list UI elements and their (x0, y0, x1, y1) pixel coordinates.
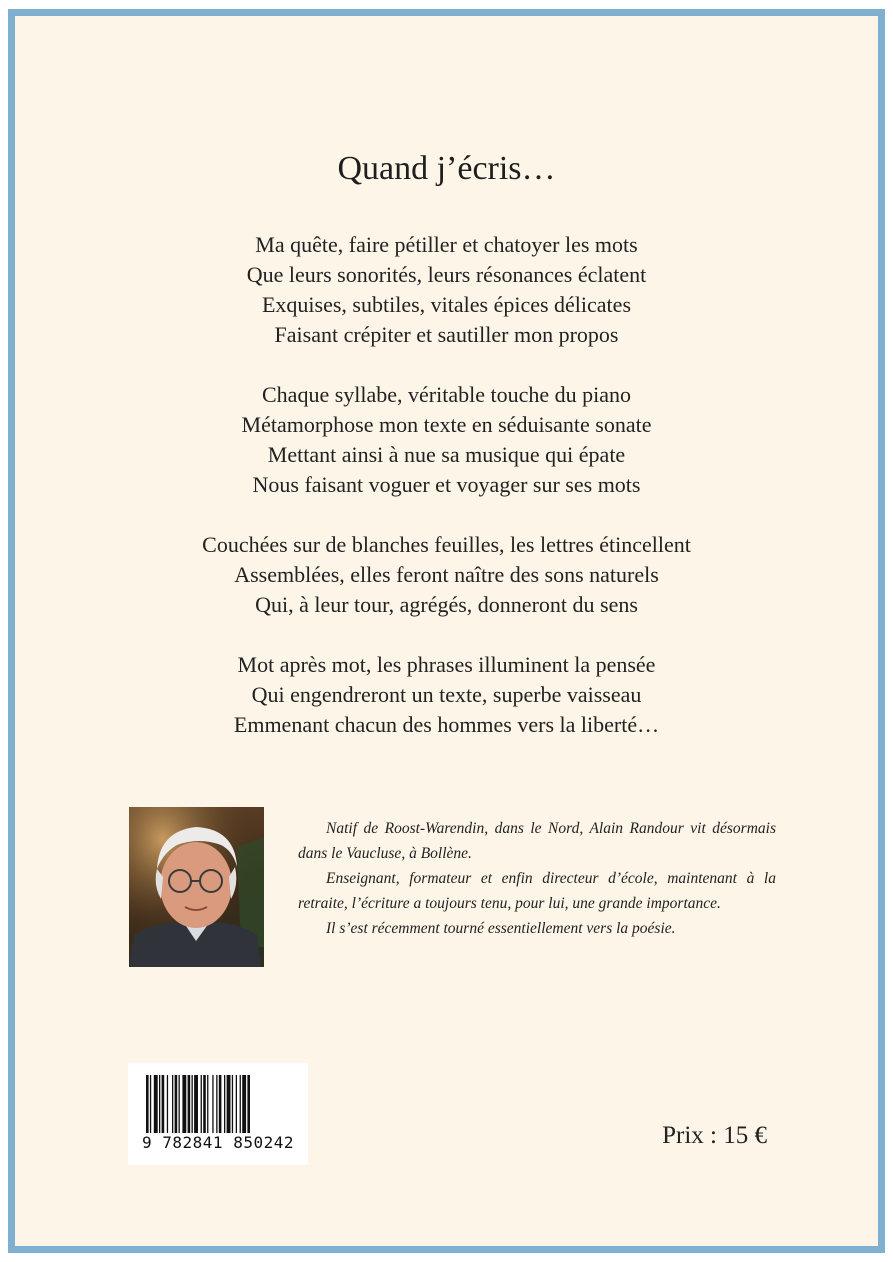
poem-line: Que leurs sonorités, leurs résonances éclatent (246, 262, 647, 287)
stanza (15, 380, 878, 500)
barcode-bar (154, 1075, 158, 1133)
barcode-bar (203, 1075, 206, 1133)
barcode-bar (182, 1075, 186, 1133)
author-portrait-icon (129, 807, 264, 967)
poem-line: Métamorphose mon texte en séduisante sonate (241, 412, 652, 437)
author-photo (129, 807, 264, 967)
poem-line: Exquises, subtiles, vitales épices délicates (261, 292, 631, 317)
bio-paragraph: Natif de Roost-Warendin, dans le Nord, Alain Randour vit désormais dans le Vaucluse, à Bollène. (298, 820, 776, 862)
bio-paragraph: Il s’est récemment tourné essentiellement vers la poésie. (326, 920, 676, 937)
barcode-bar (207, 1075, 208, 1133)
barcode-bar (240, 1075, 241, 1133)
stanza (15, 530, 878, 620)
price: Prix : 15 € (662, 1122, 767, 1149)
barcode-bar (172, 1075, 173, 1133)
barcode-bar (219, 1075, 222, 1133)
barcode-bar (247, 1075, 250, 1133)
poem-line: Qui, à leur tour, agrégés, donneront du sens (255, 592, 638, 617)
barcode-bar (146, 1075, 149, 1133)
barcode-bar (242, 1075, 246, 1133)
poem-line: Emmenant chacun des hommes vers la liberté… (233, 712, 660, 737)
page-border (8, 9, 885, 1253)
stanza (15, 650, 878, 740)
barcode-bar (194, 1075, 198, 1133)
barcode-bar (179, 1075, 180, 1133)
barcode-bar (159, 1075, 160, 1133)
poem-line: Mettant ainsi à nue sa musique qui épate (267, 442, 626, 467)
barcode-bar (175, 1075, 178, 1133)
poem-line: Ma quête, faire pétiller et chatoyer les mots (255, 232, 638, 257)
barcode-bar (162, 1075, 165, 1133)
poem-line: Nous faisant voguer et voyager sur ses mots (252, 472, 641, 497)
poem-line: Assemblées, elles feront naître des sons naturels (234, 562, 659, 587)
stanza (15, 230, 878, 350)
barcode-bar (201, 1075, 202, 1133)
isbn-digits: 9 782841 850242 (142, 1133, 294, 1152)
poem-line: Couchées sur de blanches feuilles, les lettres étincellent (202, 532, 691, 557)
barcode-bar (232, 1075, 233, 1133)
barcode-bar (188, 1075, 191, 1133)
bio-paragraph: Enseignant, formateur et enfin directeur d’école, maintenant à la retraite, l’écriture a toujours tenu, pour lui, une grande importance. (298, 870, 776, 912)
barcode-bar (216, 1075, 217, 1133)
poem-line: Faisant crépiter et sautiller mon propos (274, 322, 619, 347)
poem (15, 230, 878, 770)
barcode-bar (192, 1075, 193, 1133)
poem-line: Chaque syllabe, véritable touche du piano (262, 382, 631, 407)
isbn-barcode (128, 1063, 308, 1165)
poem-title: Quand j’écris… (337, 150, 556, 187)
barcode-bar (150, 1075, 151, 1133)
author-biography (298, 816, 776, 941)
poem-line: Mot après mot, les phrases illuminent la pensée (237, 652, 656, 677)
barcode-bar (167, 1075, 168, 1133)
barcode-bar (236, 1075, 237, 1133)
barcode-bar (212, 1075, 213, 1133)
back-cover (15, 16, 878, 1246)
barcode-bar (224, 1075, 225, 1133)
barcode-bar (227, 1075, 231, 1133)
poem-line: Qui engendreront un texte, superbe vaisseau (251, 682, 642, 707)
